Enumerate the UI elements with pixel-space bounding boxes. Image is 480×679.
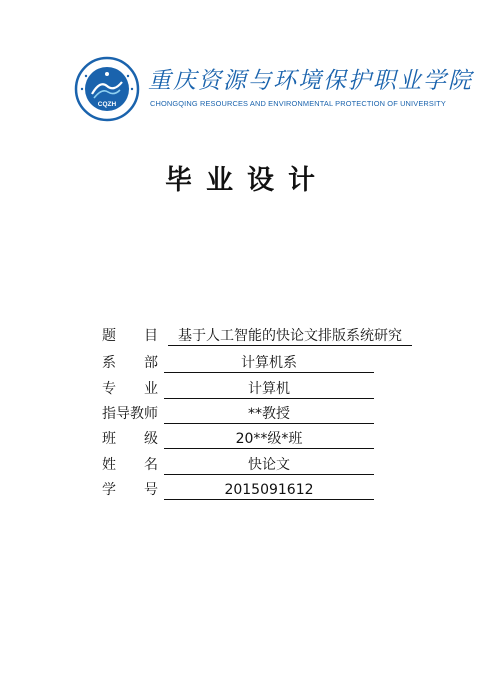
field-value: 计算机 [164,378,374,399]
field-value: 2015091612 [164,479,374,500]
field-label: 姓 名 [102,457,158,473]
field-label: 班 级 [102,431,158,447]
emblem-text: CQZH [97,101,117,108]
field-value: 20**级*班 [164,428,374,449]
field-label: 系 部 [102,355,158,371]
field-label: 指导教师 [102,406,158,422]
university-logo [74,56,473,136]
document-title: 毕业设计 [165,165,329,196]
field-value: 计算机系 [164,352,374,373]
field-label: 专 业 [102,381,158,397]
field-value: 基于人工智能的快论文排版系统研究 [168,325,412,346]
field-label: 题 目 [102,328,158,344]
university-emblem-icon [74,56,140,122]
field-value: **教授 [164,403,374,424]
field-label: 学 号 [102,482,158,498]
field-value: 快论文 [164,454,374,475]
university-name-english: CHONGQING RESOURCES AND ENVIRONMENTAL PROTECTION OF UNIVERSITY [150,99,446,108]
university-name-chinese: 重庆资源与环境保护职业学院 [148,68,473,94]
